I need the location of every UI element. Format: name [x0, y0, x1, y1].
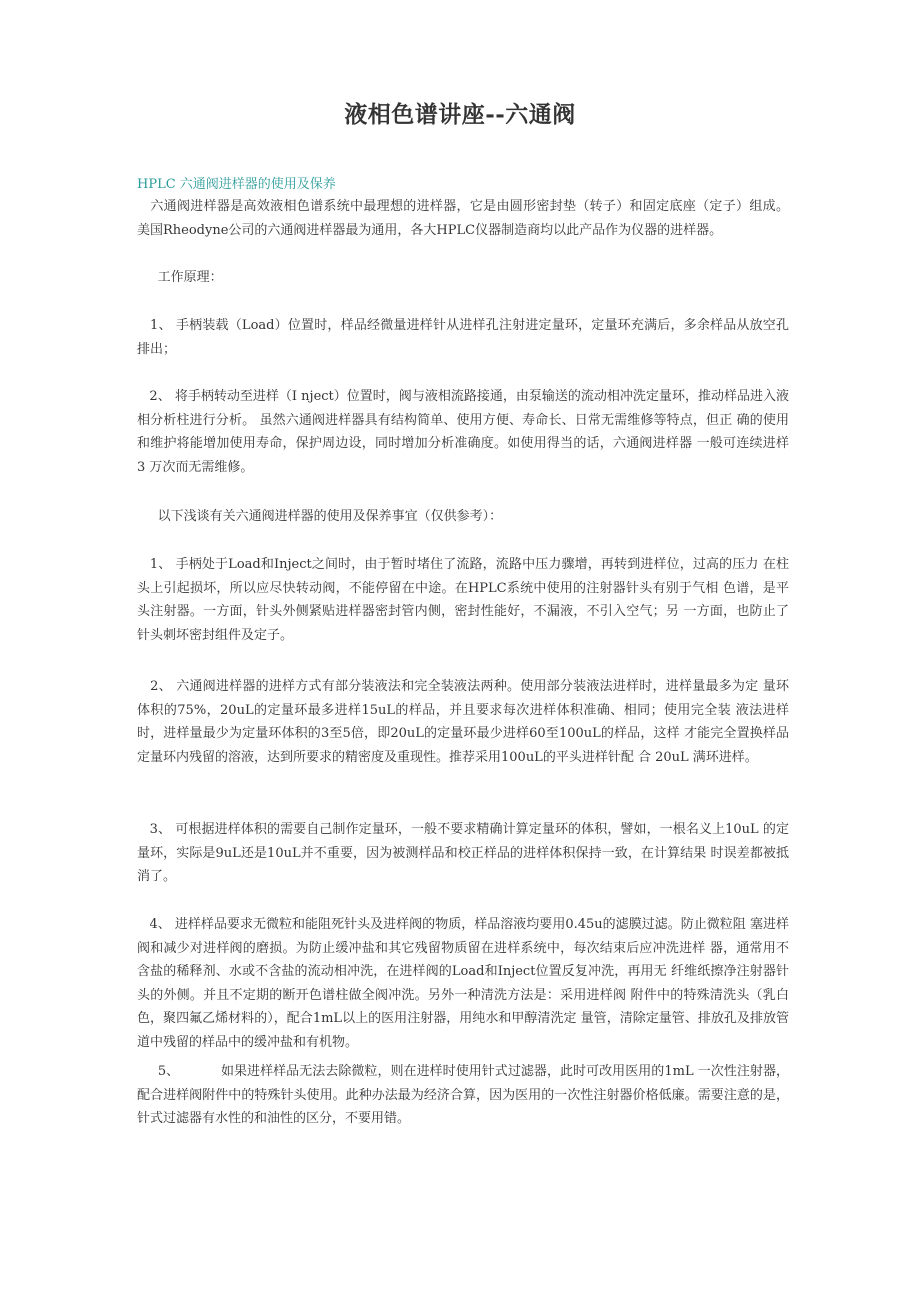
maintenance-heading: 以下浅谈有关六通阀进样器的使用及保养事宜（仅供参考）： — [137, 509, 503, 524]
maintenance-item-4: 4、 进样样品要求无微粒和能阻死针头及进样阀的物质，样品溶液均要用0.45u的滤膜过滤。防止微粒阻 塞进样阀和减少对进样阀的磨损。为防止缓冲盐和其它残留物质留在进样系统中，每次结束后应冲洗进样 器，通常用不含盐的稀释剂、水或不含盐的流动相冲洗，在进样阀的Load和Inject位置反复冲洗，再用无 纤维纸擦净注射器针头的外侧。并且不定期的断开色谱柱做全阀冲洗。另外一种清洗方法是：采用进样阀 附件中的特殊清洗头（乳白色，聚四氟乙烯材料的），配合1mL以上的医用注射器，用纯水和甲醇清洗定 量管，清除定量管、排放孔及排放管道中残留的样品中的缓冲盐和有机物。 — [137, 917, 789, 1050]
intro-paragraph: 六通阀进样器是高效液相色谱系统中最理想的进样器，它是由圆形密封垫（转子）和固定底座（定子）组成。 美国Rheodyne公司的六通阀进样器最为通用，各大HPLC仪器制造商均以此产品作为仪器的进样器。 — [137, 199, 794, 238]
principle-item-1: 1、 手柄装载（Load）位置时，样品经微量进样针从进样孔注射进定量环，定量环充满后，多余样品从放空孔排出； — [137, 318, 789, 357]
principle-item-2: 2、 将手柄转动至进样（I nject）位置时，阀与液相流路接通，由泵输送的流动相冲洗定量环，推动样品进入液相分析柱进行分析。 虽然六通阀进样器具有结构简单、使用方便、寿命长、日常无需维修等特点，但正 确的使用和维护将能增加使用寿命，保护周边设，同时增加分析准确度。如使用得当的话，六通阀进样器 一般可连续进样 3 万次而无需维修。 — [137, 389, 794, 475]
maintenance-item-5: 5、 如果进样样品无法去除微粒，则在进样时使用针式过滤器，此时可改用医用的1mL 一次性注射器， 配合进样阀附件中的特殊针头使用。此种办法最为经济合算，因为医用的一次性注射器价格低廉。需要注意的是，针式过滤器有水性的和油性的区分，不要用错。 — [137, 1064, 794, 1126]
section-heading: HPLC 六通阀进样器的使用及保养 — [137, 177, 336, 192]
maintenance-item-1: 1、 手柄处于Load和Inject之间时，由于暂时堵住了流路，流路中压力骤增，再转到进样位，过高的压力 在柱头上引起损坏，所以应尽快转动阀，不能停留在中途。在HPLC系统中使用的注射器针头有别于气相 色谱，是平头注射器。一方面，针头外侧紧贴进样器密封管内侧，密封性能好，不漏液，不引入空气；另 一方面，也防止了针头刺坏密封组件及定子。 — [137, 557, 789, 643]
page-title: 液相色谱讲座--六通阀 — [344, 101, 576, 128]
principle-heading: 工作原理： — [137, 270, 223, 285]
maintenance-item-3: 3、 可根据进样体积的需要自己制作定量环，一般不要求精确计算定量环的体积，譬如，一根名义上10uL 的定量环，实际是9uL还是10uL并不重要，因为被测样品和校正样品的进样体积保持一致，在计算结果 时误差都被抵消了。 — [137, 822, 789, 884]
maintenance-item-2: 2、 六通阀进样器的进样方式有部分装液法和完全装液法两种。使用部分装液法进样时，进样量最多为定 量环体积的75%，20uL的定量环最多进样15uL的样品，并且要求每次进样体积准确、相同；使用完全装 液法进样时，进样量最少为定量环体积的3至5倍，即20uL的定量环最少进样60至100uL的样品，这样 才能完全置换样品定量环内残留的溶液，达到所要求的精密度及重现性。推荐采用100uL的平头进样针配 合 20uL 满环进样。 — [137, 679, 789, 765]
